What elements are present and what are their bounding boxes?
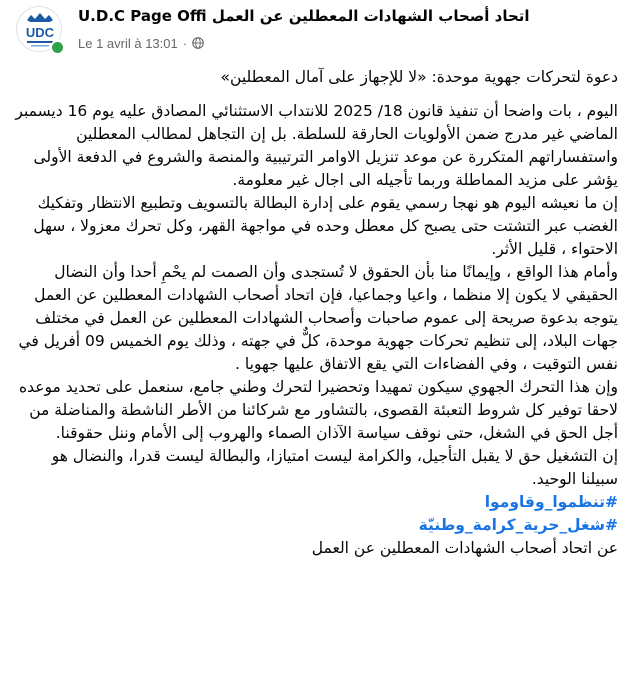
meta-separator: · — [182, 35, 188, 51]
post-body — [12, 66, 618, 560]
online-status-dot — [50, 40, 65, 55]
svg-text:UDC: UDC — [25, 25, 55, 40]
hashtag-link[interactable]: #شغل_حرية_كرامة_وطنيّة — [418, 516, 618, 534]
paragraph: إن التشغيل حق لا يقبل التأجيل، والكرامة ليست امتيازا، والبطالة ليست قدرا، والنضال هو سبيلنا الوحيد. — [51, 447, 618, 488]
page-name-link[interactable]: U.D.C Page Offi اتحاد أصحاب الشهادات المعطلين عن العمل — [78, 7, 530, 25]
globe-icon[interactable] — [192, 37, 204, 49]
post-timestamp[interactable]: Le 1 avril à 13:01 — [78, 35, 178, 51]
post-signature: عن اتحاد أصحاب الشهادات المعطلين عن العمل — [311, 539, 618, 557]
hashtag-link[interactable]: #تنظموا_وقاوموا — [484, 493, 618, 511]
paragraph: وأمام هذا الواقع ، وإيمانًا منا بأن الحقوق لا تُستجدى وأن الصمت لم يحْمِ أحدا وأن النضال الحقيقي لا يكون إلا منظما ، واعيا وجماعيا، فإن اتحاد أصحاب الشهادات المعطلين عن العمل يتوجه بدعوة صريحة إلى عموم صاحبات وأصحاب الشهادات المعطلين عن العمل في مختلف جهات البلاد، إلى تنظيم تحركات جهوية موحدة، كلٌّ في جهته ، وذلك يوم الخميس 09 أفريل في نفس التوقيت ، وفي الفضاءات التي يقع الاتفاق عليها جهويا . — [18, 263, 618, 373]
post-meta — [78, 34, 204, 52]
paragraph: وإن هذا التحرك الجهوي سيكون تمهيدا وتحضيرا لتحرك وطني جامع، سنعمل على تحديد موعده لاحقا توفير كل شروط التعبئة القصوى، بالتشاور مع شركائنا من الأطر الناشطة والمناضلة من أجل الحق في الشغل، حتى نوقف سياسة الآذان الصماء والهروب إلى الأمام وننل حقوقنا. — [18, 378, 618, 442]
paragraph: إن ما نعيشه اليوم هو نهجا رسمي يقوم على إدارة البطالة بالتسويف وتطبيع الانتظار وتفكيك الغضب عبر التشتت حتى يصبح كل معطل وحده في مواجهة القهر، وكل تحرك معزولا ، سهل الاحتواء ، قليل الأثر. — [33, 194, 618, 258]
paragraph: اليوم ، بات واضحا أن تنفيذ قانون 18/ 2025 للانتداب الاستثنائي المصادق عليه يوم 16 ديسمبر الماضي غير مدرج ضمن الأولويات الحارقة للسلطة. بل إن التجاهل لمطالب المعطلين واستفساراتهم المتكررة عن موعد تنزيل الاوامر الترتيبية والمنصة والشروع في الدفعة الأولى يؤشر على مزيد المماطلة وربما تأجيله الى اجال غير معلومة. — [15, 102, 618, 189]
post-header — [0, 0, 635, 62]
post-title: دعوة لتحركات جهوية موحدة: «لا للإجهاز على آمال المعطلين» — [220, 68, 618, 86]
